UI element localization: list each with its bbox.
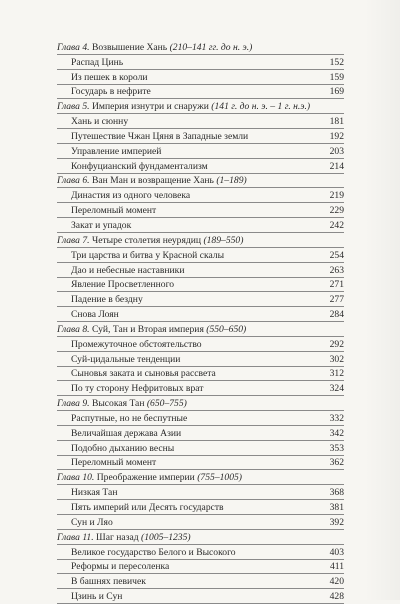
chapter-title: Преображение империи — [96, 472, 195, 484]
page-number: 302 — [329, 353, 344, 365]
section-title: Подобно дыханию весны — [71, 442, 175, 454]
chapter-years: (1005–1235) — [141, 531, 191, 543]
toc-section-row — [57, 352, 344, 367]
page-number: 353 — [329, 442, 344, 454]
chapter-years: (189–550) — [203, 234, 244, 246]
toc-entry-text — [71, 57, 318, 69]
toc-entry-text — [71, 487, 318, 499]
page-number: 420 — [329, 576, 344, 588]
toc-entry-text — [71, 383, 318, 395]
toc-entry-text — [71, 190, 318, 202]
chapter-years: (755–1005) — [197, 472, 242, 484]
toc-section-row — [57, 441, 344, 456]
section-title: Закат и упадок — [71, 219, 132, 231]
toc-chapter-row — [57, 99, 344, 114]
chapter-number: Глава 8. — [57, 323, 90, 335]
chapter-title: Четыре столетия неурядиц — [91, 234, 202, 246]
toc-entry-text — [71, 131, 318, 143]
toc-entry-text — [71, 294, 318, 306]
page-number: 263 — [329, 264, 344, 276]
toc-section-row — [57, 70, 344, 85]
section-title: Государь в нефрите — [71, 86, 151, 98]
toc-section-row — [57, 114, 344, 129]
section-title: Распад Цинь — [71, 56, 124, 68]
toc-entry-text — [71, 443, 318, 455]
toc-entry-text — [71, 161, 318, 173]
page-number: 324 — [329, 383, 344, 395]
toc-section-row — [57, 55, 344, 70]
toc-section-row — [57, 85, 344, 100]
toc-entry-text — [71, 576, 318, 588]
toc-entry-text — [71, 146, 318, 158]
table-of-contents — [57, 40, 344, 604]
page-number: 403 — [329, 546, 344, 558]
section-title: Сун и Ляо — [71, 516, 113, 528]
toc-entry-text — [71, 265, 318, 277]
toc-section-row — [57, 203, 344, 218]
toc-section-row — [57, 456, 344, 471]
toc-entry-text — [71, 561, 318, 573]
section-title: Низкая Тан — [71, 487, 118, 499]
page-number: 192 — [329, 130, 344, 142]
page-number: 392 — [329, 516, 344, 528]
toc-section-row — [57, 278, 344, 293]
section-title: Распутные, но не беспутные — [71, 412, 188, 424]
toc-section-row — [57, 485, 344, 500]
toc-chapter-row — [57, 233, 344, 248]
section-title: Пять империй или Десять государств — [71, 502, 224, 513]
page-number: 292 — [329, 338, 344, 350]
chapter-years: (141 г. до н. э. – 1 г. н.э.) — [211, 101, 311, 113]
chapter-years: (210–141 гг. до н. э.) — [169, 41, 253, 53]
page-number: 284 — [329, 309, 344, 321]
chapter-years: (1–189) — [216, 175, 247, 187]
toc-entry-text — [71, 428, 318, 440]
page-number: 152 — [329, 56, 344, 68]
toc-entry-text — [71, 502, 318, 514]
chapter-number: Глава 11. — [57, 531, 94, 543]
page-number: 332 — [329, 412, 344, 424]
toc-chapter-row — [57, 40, 344, 55]
toc-section-row — [57, 574, 344, 589]
page-number: 411 — [329, 561, 344, 573]
toc-chapter-row — [57, 530, 344, 545]
toc-entry-text — [71, 220, 318, 232]
section-title: Великое государство Белого и Высокого — [71, 546, 236, 558]
toc-entry-text — [71, 547, 318, 559]
toc-section-row — [57, 367, 344, 382]
toc-entry-text — [57, 101, 344, 113]
toc-entry-text — [71, 591, 318, 603]
section-title: Хань и сюнну — [71, 116, 129, 128]
section-title: Величайшая держава Азии — [71, 427, 182, 439]
section-title: Конфуцианский фундаментализм — [71, 160, 208, 172]
toc-section-row — [57, 426, 344, 441]
section-title: Суй-цидальные тенденции — [71, 353, 181, 365]
page-number: 159 — [329, 71, 344, 83]
page-number: 214 — [329, 160, 344, 172]
section-title: Явление Просветленного — [71, 279, 175, 291]
section-title: В башнях певичек — [71, 576, 146, 588]
chapter-title: Империя изнутри и снаружи — [91, 101, 209, 113]
chapter-years: (550–650) — [206, 323, 247, 335]
toc-entry-text — [71, 205, 318, 217]
toc-section-row — [57, 248, 344, 263]
chapter-title: Суй, Тан и Вторая империя — [91, 323, 204, 335]
toc-entry-text — [57, 235, 344, 247]
chapter-title: Возвышение Хань — [91, 41, 168, 53]
section-title: Управление империей — [71, 145, 162, 157]
toc-section-row — [57, 159, 344, 174]
toc-section-row — [57, 411, 344, 426]
toc-entry-text — [71, 457, 318, 469]
page-number: 381 — [329, 502, 344, 513]
toc-entry-text — [71, 354, 318, 366]
toc-section-row — [57, 515, 344, 530]
toc-entry-text — [57, 472, 344, 484]
page-number: 342 — [329, 427, 344, 439]
chapter-number: Глава 10. — [57, 472, 95, 484]
toc-section-row — [57, 337, 344, 352]
section-title: Падение в бездну — [71, 294, 143, 306]
page-number: 169 — [329, 86, 344, 98]
toc-section-row — [57, 589, 344, 604]
toc-section-row — [57, 545, 344, 560]
toc-entry-text — [71, 86, 318, 98]
section-title: Промежуточное обстоятельство — [71, 338, 202, 350]
page-number: 277 — [329, 294, 344, 306]
toc-chapter-row — [57, 470, 344, 485]
toc-section-row — [57, 129, 344, 144]
toc-section-row — [57, 381, 344, 396]
toc-section-row — [57, 500, 344, 515]
toc-entry-text — [71, 368, 318, 380]
toc-entry-text — [71, 309, 318, 321]
chapter-number: Глава 5. — [57, 101, 90, 113]
chapter-number: Глава 6. — [57, 175, 90, 187]
toc-entry-text — [57, 42, 344, 54]
section-title: Реформы и пересоленка — [71, 561, 170, 573]
toc-entry-text — [71, 279, 318, 291]
page-number: 219 — [329, 190, 344, 202]
page-number: 229 — [329, 205, 344, 217]
toc-section-row — [57, 188, 344, 203]
section-title: Путешествие Чжан Цяня в Западные земли — [71, 130, 249, 142]
section-title: Переломный момент — [71, 457, 157, 469]
toc-entry-text — [57, 175, 344, 187]
chapter-years: (650–755) — [146, 398, 187, 410]
toc-entry-text — [57, 532, 344, 544]
section-title: Из пешек в короли — [71, 71, 148, 83]
section-title: Три царства и битва у Красной скалы — [71, 249, 225, 261]
page-number: 181 — [329, 116, 344, 128]
toc-chapter-row — [57, 322, 344, 337]
toc-section-row — [57, 263, 344, 278]
page-number: 368 — [329, 487, 344, 499]
toc-entry-text — [57, 324, 344, 336]
toc-section-row — [57, 292, 344, 307]
page-number: 203 — [329, 145, 344, 157]
toc-entry-text — [71, 116, 318, 128]
page-edge-shadow — [364, 0, 400, 600]
chapter-number: Глава 9. — [57, 398, 90, 410]
section-title: Династия из одного человека — [71, 190, 191, 202]
page-number: 428 — [329, 591, 344, 603]
page-number: 254 — [329, 249, 344, 261]
section-title: Сыновья заката и сыновья рассвета — [71, 368, 216, 380]
chapter-title: Ван Ман и возвращение Хань — [91, 175, 214, 187]
toc-entry-text — [71, 72, 318, 84]
chapter-title: Высокая Тан — [91, 398, 145, 410]
section-title: Переломный момент — [71, 205, 157, 217]
toc-entry-text — [71, 413, 318, 425]
section-title: Снова Лоян — [71, 309, 119, 321]
section-title: По ту сторону Нефритовых врат — [71, 383, 204, 395]
chapter-number: Глава 7. — [57, 234, 90, 246]
page-number: 362 — [329, 457, 344, 469]
toc-entry-text — [71, 517, 318, 529]
toc-chapter-row — [57, 396, 344, 411]
page-number: 271 — [329, 279, 344, 291]
toc-section-row — [57, 307, 344, 322]
chapter-number: Глава 4. — [57, 41, 90, 53]
toc-section-row — [57, 560, 344, 575]
toc-section-row — [57, 218, 344, 233]
toc-entry-text — [71, 339, 318, 351]
toc-entry-text — [71, 250, 318, 262]
page-number: 242 — [329, 219, 344, 231]
page-number: 312 — [329, 368, 344, 380]
toc-entry-text — [57, 398, 344, 410]
toc-chapter-row — [57, 174, 344, 189]
section-title: Дао и небесные наставники — [71, 264, 185, 276]
toc-section-row — [57, 144, 344, 159]
chapter-title: Шаг назад — [96, 531, 139, 543]
section-title: Цзинь и Сун — [71, 591, 123, 603]
